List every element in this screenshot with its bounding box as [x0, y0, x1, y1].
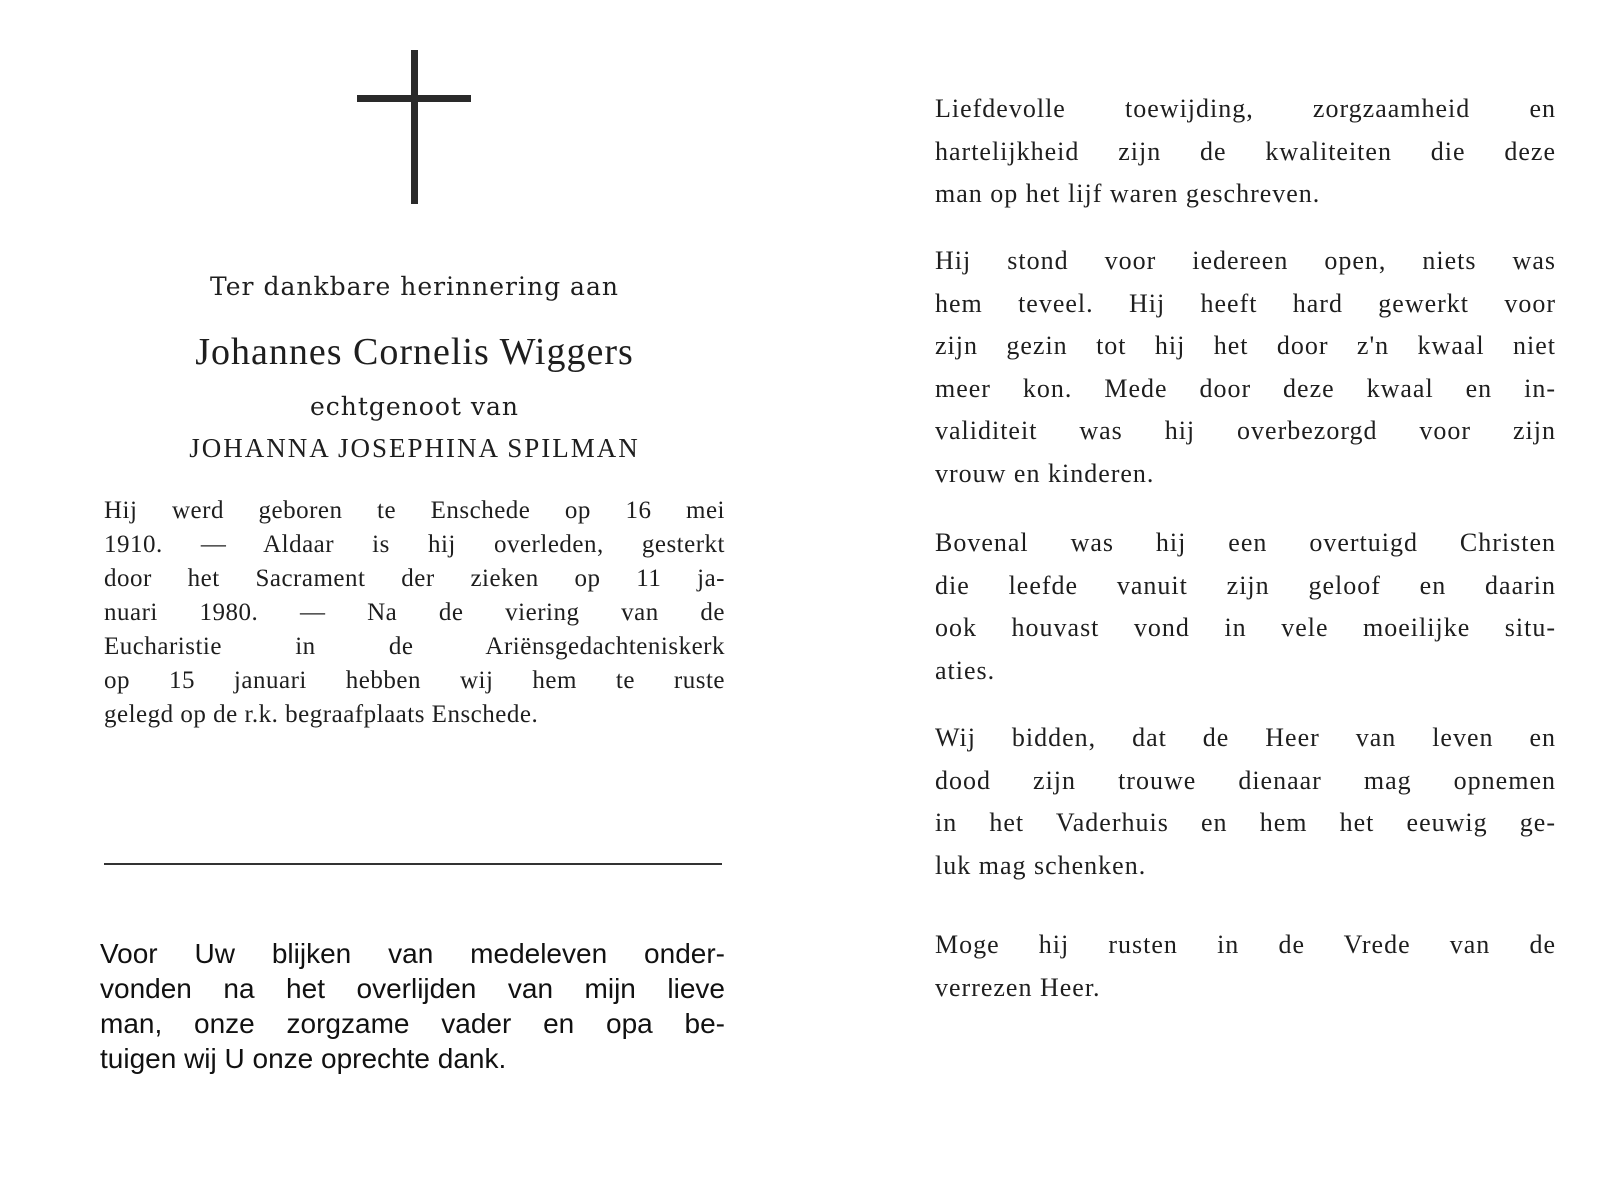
thanks-paragraph: [100, 936, 725, 1076]
text-line: man, onze zorgzame vader en opa be-: [100, 1008, 725, 1039]
text-line: meer kon. Mede door deze kwaal en in-: [935, 373, 1556, 403]
right-paragraph: [935, 522, 1556, 692]
right-paragraph: [935, 717, 1556, 887]
text-line: 1910. — Aldaar is hij overleden, gesterkt: [104, 531, 725, 558]
text-line: hem teveel. Hij heeft hard gewerkt voor: [935, 288, 1556, 318]
divider: [104, 863, 722, 865]
text-line: Liefdevolle toewijding, zorgzaamheid en: [935, 94, 1556, 123]
text-line: man op het lijf waren geschreven.: [935, 179, 1321, 208]
text-line: dood zijn trouwe dienaar mag opnemen: [935, 765, 1556, 795]
text-line: door het Sacrament der zieken op 11 ja-: [104, 565, 725, 592]
text-line: op 15 januari hebben wij hem te ruste: [104, 667, 725, 694]
text-line: zijn gezin tot hij het door z'n kwaal niet: [935, 331, 1556, 360]
text-line: Voor Uw blijken van medeleven onder-: [100, 938, 725, 969]
text-line: Bovenal was hij een overtuigd Christen: [935, 528, 1556, 557]
right-paragraph: [935, 924, 1556, 1009]
cross-horizontal-bar: [357, 95, 471, 102]
text-line: hartelijkheid zijn de kwaliteiten die deze: [935, 136, 1556, 166]
text-line: Hij werd geboren te Enschede op 16 mei: [104, 497, 725, 524]
text-line: validiteit was hij overbezorgd voor zijn: [935, 416, 1556, 445]
text-line: luk mag schenken.: [935, 850, 1147, 880]
text-line: vonden na het overlijden van mijn lieve: [100, 973, 725, 1004]
text-line: Hij stond voor iedereen open, niets was: [935, 246, 1556, 275]
text-line: Moge hij rusten in de Vrede van de: [935, 930, 1556, 959]
right-paragraph: [935, 88, 1556, 216]
spouse-label: echtgenoot van: [309, 392, 520, 421]
biography-paragraph: [104, 494, 725, 732]
text-line: in het Vaderhuis en hem het eeuwig ge-: [935, 808, 1556, 837]
text-line: Wij bidden, dat de Heer van leven en: [935, 723, 1556, 752]
spouse-name: JOHANNA JOSEPHINA SPILMAN: [189, 433, 640, 463]
text-line: die leefde vanuit zijn geloof en daarin: [935, 570, 1556, 600]
text-line: aties.: [935, 655, 996, 685]
right-paragraph: [935, 240, 1556, 495]
text-line: ook houvast vond in vele moeilijke situ-: [935, 613, 1556, 642]
text-line: nuari 1980. — Na de viering van de: [104, 599, 725, 626]
text-line: gelegd op de r.k. begraafplaats Enschede.: [104, 701, 539, 728]
cross-vertical-bar: [411, 50, 418, 204]
text-line: verrezen Heer.: [935, 972, 1101, 1002]
text-line: tuigen wij U onze oprechte dank.: [100, 1043, 507, 1074]
deceased-name: Johannes Cornelis Wiggers: [195, 331, 634, 373]
intro-text: Ter dankbare herinnering aan: [210, 272, 619, 301]
text-line: Eucharistie in de Ariënsgedachteniskerk: [104, 633, 725, 660]
text-line: vrouw en kinderen.: [935, 458, 1155, 488]
